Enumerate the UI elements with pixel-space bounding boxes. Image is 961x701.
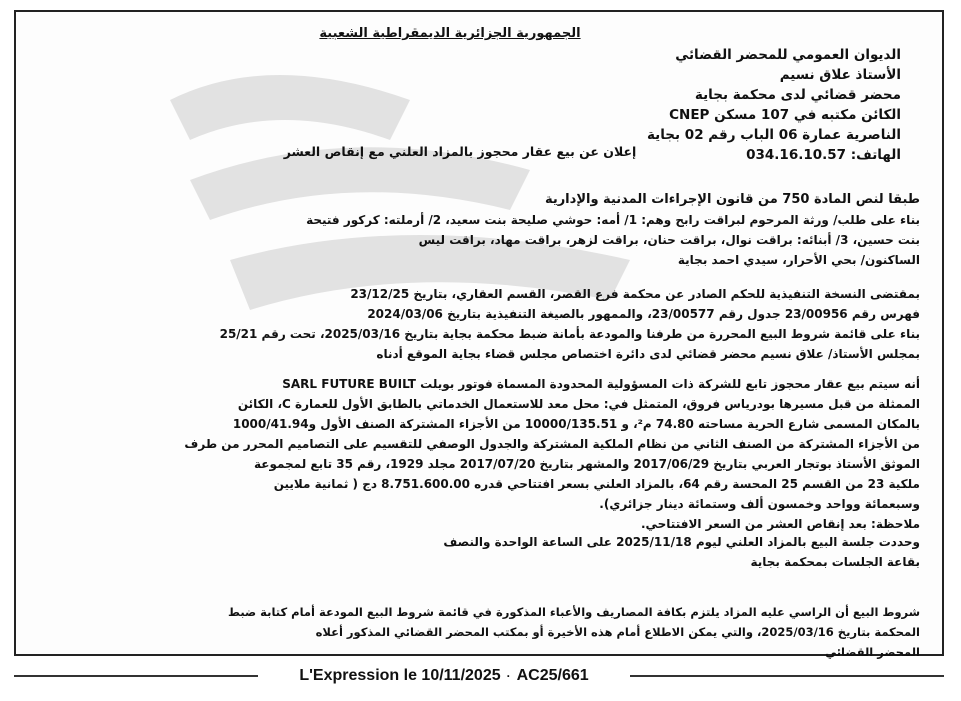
issuer-phone: الهاتف: 034.16.10.57 [746, 147, 901, 163]
petitioners-line-2: بنت حسين، 3/ أبنائه: براقت نوال، براقت حنان، براقت لزهر، براقت مهاد، براقت ليس [418, 233, 920, 247]
conditions-block [30, 602, 920, 662]
property-line-6: ملكية 23 من القسم 25 المحسة رقم 64، بالمزاد العلني بسعر افتتاحي قدره 8.751.600.00 دج ( ثمانية ملايين [273, 477, 920, 491]
property-line-2: الممثلة من قبل مسيرها بودرياس فروق، المتمثل في: محل معد للاستعمال الخدماتي بالطابق الأول للعمارة C، الكائن [237, 397, 920, 411]
notice-body-intro [30, 190, 920, 270]
notice-title: إعلان عن بيع عقار محجوز بالمزاد العلني مع إنقاص العشر [283, 144, 637, 159]
conditions-line-1: شروط البيع أن الراسي عليه المزاد يلتزم بكافة المصاريف والأعباء المذكورة في قائمة شروط البيع المودعة أمام كتابة ضبط [228, 605, 920, 619]
petitioners-line-1: بناء على طلب/ ورثة المرحوم لبراقت رابح وهم: 1/ أمه: حوشي صليحة بنت سعيد، 2/ أرملته: كركور فتيحة [306, 213, 920, 227]
petitioners-address: الساكنون/ بحي الأحرار، سيدي احمد بجاية [677, 253, 920, 267]
property-line-5: الموثق الأستاذ بوتجار العربي بتاريخ 2017/06/29 والمشهر بتاريخ 2017/07/20 مجلد 1929، رقم 35 تابع لمجموعة [253, 457, 920, 471]
signature-label: المحضر القضائي [825, 645, 920, 659]
judgment-line-1: بمقتضى النسخة التنفيذية للحكم الصادر عن محكمة فرع القصر، القسم العقاري، بتاريخ 23/12/25 [350, 287, 920, 301]
judgment-block [30, 284, 920, 344]
session-venue-line: بقاعة الجلسات بمحكمة بجاية [750, 555, 920, 569]
session-date-line: وحددت جلسة البيع بالمزاد العلني ليوم 2025/11/18 على الساعة الواحدة والنصف [443, 535, 920, 549]
property-line-4: من الأجزاء المشتركة من الصنف الثاني من نظام الملكية المشتركة والجدول الوصفي للتقسيم على التصاميم المحرر من طرف [184, 437, 920, 451]
judgment-line-2: فهرس رقم 23/00956 جدول رقم 23/00577، والممهور بالصيغة التنفيذية بتاريخ 2024/03/06 [367, 307, 920, 321]
bailiff-line: بمجلس الأستاذ/ علاق نسيم محضر قضائي لدى دائرة اختصاص مجلس قضاء بجاية الموقع أدناه [376, 347, 920, 361]
judgment-line-3: بناء على قائمة شروط البيع المحررة من طرفنا والمودعة بأمانة ضبط محكمة بجاية بتاريخ 2025/03/16، تحت رقم 25/21 [219, 327, 920, 341]
publication-reference: AC25/661 [516, 667, 589, 684]
legal-basis: طبقا لنص المادة 750 من قانون الإجراءات المدنية والإدارية [544, 192, 920, 207]
publication-info: L'Expression le 10/11/2025 [299, 667, 501, 684]
property-line-7: وسبعمائة وواحد وخمسون ألف وستمائة دينار جزائري). [599, 497, 920, 511]
issuer-office-location: الكائن مكتبه في 107 مسكن CNEP [669, 107, 901, 123]
issuer-office: الديوان العمومي للمحضر القضائي [675, 47, 901, 63]
footer-separator: · [506, 669, 511, 683]
issuer-role: محضر قضائي لدى محكمة بجاية [694, 87, 901, 103]
property-line-1: أنه سيتم بيع عقار محجوز تابع للشركة ذات المسؤولية المحدودة المسماة فوتور بويلت SARL FUTURE BUILT [282, 377, 920, 391]
issuer-address: الناصرية عمارة 06 الباب رقم 02 بجاية [646, 127, 901, 143]
bailiff-block [30, 344, 920, 364]
property-line-3: بالمكان المسمى شارع الحرية مساحته 74.80 م²، و 10000/135.51 من الأجزاء المشتركة الصنف الأول و1000/41.94 [232, 417, 920, 431]
property-block [30, 374, 920, 534]
republic-heading: الجمهورية الجزائرية الديمقراطية الشعبية [319, 26, 581, 41]
session-block [30, 532, 920, 572]
publication-footer [258, 664, 630, 688]
conditions-line-2: المحكمة بتاريخ 2025/03/16، والتي يمكن الاطلاع أمام هذه الأخيرة أو بمكتب المحضر القضائي المذكور أعلاه [315, 625, 920, 639]
price-note: ملاحظة: بعد إنقاص العشر من السعر الافتتاحي. [640, 517, 920, 531]
issuer-name: الأستاذ علاق نسيم [779, 67, 901, 83]
